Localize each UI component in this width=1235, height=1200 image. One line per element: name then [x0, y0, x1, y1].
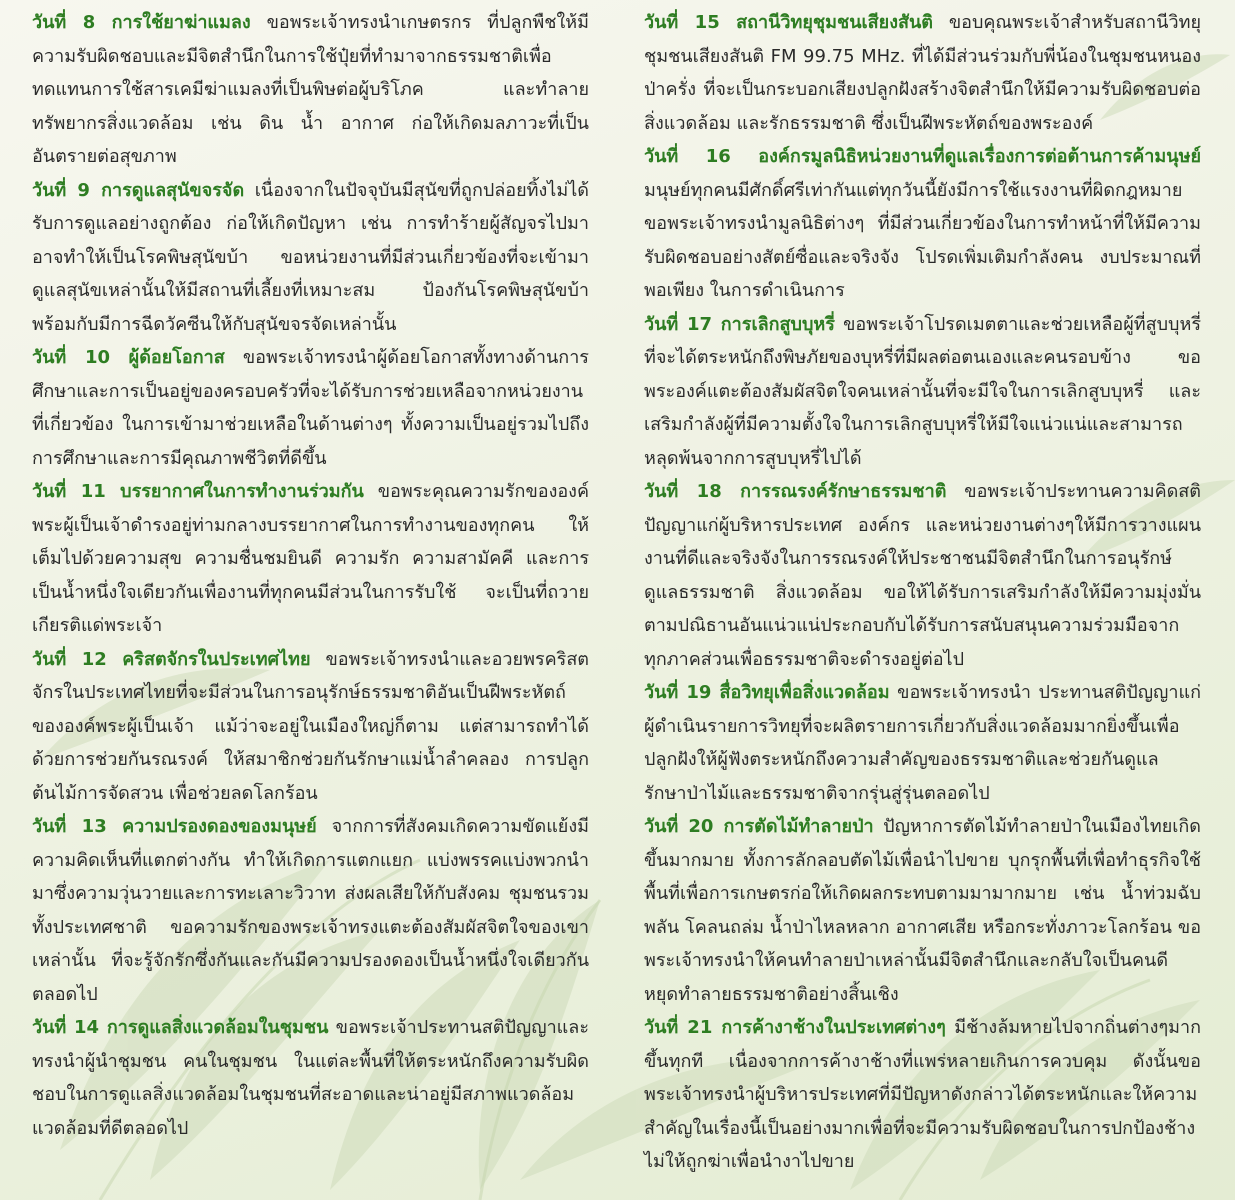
entry-heading: วันที่ 13 ความปรองดองของมนุษย์ — [32, 816, 317, 837]
prayer-entry-day-10 — [32, 341, 589, 475]
entry-text: ขอบคุณพระเจ้าสำหรับสถานีวิทยุชุมชนเสียงสันติ FM 99.75 MHz. ที่ได้มีส่วนร่วมกับพี่น้องในชุมชนหนองป่าครั่ง ที่จะเป็นกระบอกเสียงปลูกฝังสร้างจิตสำนึกให้มีความรับผิดชอบต่อสิ่งแวดล้อม และรักธรรมชาติ ซึ่งเป็นฝีพระหัตถ์ของพระองค์ — [644, 12, 1201, 134]
entry-heading: วันที่ 10 ผู้ด้อยโอกาส — [32, 347, 225, 368]
entry-text: ขอพระเจ้าประทานความคิดสติปัญญาแก่ผู้บริหารประเทศ องค์กร และหน่วยงานต่างๆให้มีการวางแผนงานที่ดีและจริงจังในการรณรงค์ให้ประชาชนมีจิตสำนึกในการอนุรักษ์ดูแลธรรมชาติ สิ่งแวดล้อม ขอให้ได้รับการเสริมกำลังให้มีความมุ่งมั่นตามปณิธานอันแน่วแน่ประกอบกับได้รับการสนับสนุนความร่วมมือจากทุกภาคส่วนเพื่อธรรมชาติจะดำรงอยู่ต่อไป — [644, 481, 1201, 670]
prayer-entry-day-21 — [644, 1011, 1201, 1179]
entry-text: ขอพระเจ้าทรงนำผู้ด้อยโอกาสทั้งทางด้านการศึกษาและการเป็นอยู่ของครอบครัวที่จะได้รับการช่วยเหลือจากหน่วยงานที่เกี่ยวข้อง ในการเข้ามาช่วยเหลือในด้านต่างๆ ทั้งความเป็นอยู่รวมไปถึงการศึกษาและการมีคุณภาพชีวิตที่ดีขึ้น — [32, 347, 589, 469]
prayer-entry-day-17 — [644, 308, 1201, 476]
right-column — [644, 6, 1201, 1179]
prayer-entry-day-8 — [32, 6, 589, 174]
entry-text: จากการที่สังคมเกิดความขัดแย้งมีความคิดเห็นที่แตกต่างกัน ทำให้เกิดการแตกแยก แบ่งพรรคแบ่งพวกนำมาซึ่งความวุ่นวายและการทะเลาะวิวาท ส่งผลเสียให้กับสังคม ชุมชนรวมทั้งประเทศชาติ ขอความรักของพระเจ้าทรงแตะต้องสัมผัสจิตใจของเขาเหล่านั้น ที่จะรู้จักรักซึ่งกันและกันมีความปรองดองเป็นน้ำหนึ่งใจเดียวกันตลอดไป — [32, 816, 589, 1005]
entry-text: มีช้างล้มหายไปจากถิ่นต่างๆมากขึ้นทุกที เนื่องจากการค้างาช้างที่แพร่หลายเกินการควบคุม ดังนั้นขอพระเจ้าทรงนำผู้บริหารประเทศที่มีปัญหาดังกล่าวได้ตระหนักและให้ความสำคัญในเรื่องนี้เป็นอย่างมากเพื่อที่จะมีความรับผิดชอบในการปกป้องช้าง ไม่ให้ถูกฆ่าเพื่อนำงาไปขาย — [644, 1017, 1201, 1172]
prayer-entry-day-14 — [32, 1011, 589, 1145]
entry-heading: วันที่ 18 การรณรงค์รักษาธรรมชาติ — [644, 481, 947, 502]
prayer-entry-day-9 — [32, 174, 589, 342]
entry-heading: วันที่ 21 การค้างาช้างในประเทศต่างๆ — [644, 1017, 946, 1038]
prayer-entry-day-15 — [644, 6, 1201, 140]
entry-heading: วันที่ 12 คริสตจักรในประเทศไทย — [32, 648, 311, 670]
entry-heading: วันที่ 19 สื่อวิทยุเพื่อสิ่งแวดล้อม — [644, 682, 890, 703]
prayer-entry-day-18 — [644, 475, 1201, 676]
entry-text: ปัญหาการตัดไม้ทำลายป่าในเมืองไทยเกิดขึ้นมากมาย ทั้งการลักลอบตัดไม้เพื่อนำไปขาย บุกรุกพื้นที่เพื่อทำธุรกิจใช้พื้นที่เพื่อการเกษตรก่อให้เกิดผลกระทบตามมามากมาย เช่น น้ำท่วมฉับพลัน โคลนถล่ม น้ำป่าไหลหลาก อากาศเสีย หรือกระทั่งภาวะโลกร้อน ขอพระเจ้าทรงนำให้คนทำลายป่าเหล่านั้นมีจิตสำนึกและกลับใจเป็นคนดีหยุดทำลายธรรมชาติอย่างสิ้นเชิง — [644, 816, 1201, 1005]
entry-text: ขอพระเจ้าทรงนำเกษตรกร ที่ปลูกพืชให้มีความรับผิดชอบและมีจิตสำนึกในการใช้ปุ๋ยที่ทำมาจากธรรมชาติเพื่อทดแทนการใช้สารเคมีฆ่าแมลงที่เป็นพิษต่อผู้บริโภค และทำลายทรัพยากรสิ่งแวดล้อม เช่น ดิน น้ำ อากาศ ก่อให้เกิดมลภาวะที่เป็นอันตรายต่อสุขภาพ — [32, 12, 589, 167]
entry-heading: วันที่ 9 การดูแลสุนัขจรจัด — [32, 179, 245, 201]
entry-text: ขอพระเจ้าทรงนำ ประทานสติปัญญาแก่ผู้ดำเนินรายการวิทยุที่จะผลิตรายการเกี่ยวกับสิ่งแวดล้อมมากยิ่งขึ้นเพื่อปลูกฝังให้ผู้ฟังตระหนักถึงความสำคัญของธรรมชาติและช่วยกันดูแลรักษาป่าไม้และธรรมชาติจากรุ่นสู่รุ่นตลอดไป — [644, 682, 1201, 804]
entry-text: ขอพระเจ้าโปรดเมตตาและช่วยเหลือผู้ที่สูบบุหรี่ที่จะได้ตระหนักถึงพิษภัยของบุหรี่ที่มีผลต่อตนเองและคนรอบข้าง ขอพระองค์แตะต้องสัมผัสจิตใจคนเหล่านั้นที่จะมีใจในการเลิกสูบบุหรี่ และเสริมกำลังผู้ที่มีความตั้งใจในการเลิกสูบบุหรี่ให้มีใจแน่วแน่และสามารถหลุดพ้นจากการสูบบุหรี่ไปได้ — [644, 313, 1201, 469]
entry-text: ขอพระคุณความรักขององค์พระผู้เป็นเจ้าดำรงอยู่ท่ามกลางบรรยากาศในการทำงานของทุกคน ให้เต็มไปด้วยความสุข ความชื่นชมยินดี ความรัก ความสามัคคี และการเป็นน้ำหนึ่งใจเดียวกันเพื่องานที่ทุกคนมีส่วนในการรับใช้ จะเป็นที่ถวายเกียรติแด่พระเจ้า — [32, 481, 589, 636]
prayer-entry-day-16 — [644, 140, 1201, 308]
entry-heading: วันที่ 15 สถานีวิทยุชุมชนเสียงสันติ — [644, 12, 933, 33]
entry-heading: วันที่ 14 การดูแลสิ่งแวดล้อมในชุมชน — [32, 1017, 329, 1038]
entry-heading: วันที่ 17 การเลิกสูบบุหรี่ — [644, 313, 835, 335]
entry-heading: วันที่ 16 องค์กรมูลนิธิหน่วยงานที่ดูแลเรื่องการต่อต้านการค้ามนุษย์ — [644, 146, 1201, 167]
prayer-entry-day-13 — [32, 810, 589, 1011]
entry-text: เนื่องจากในปัจจุบันมีสุนัขที่ถูกปล่อยทิ้งไม่ได้รับการดูแลอย่างถูกต้อง ก่อให้เกิดปัญหา เช่น การทำร้ายผู้สัญจรไปมา อาจทำให้เป็นโรคพิษสุนัขบ้า ขอหน่วยงานที่มีส่วนเกี่ยวข้องที่จะเข้ามาดูแลสุนัขเหล่านั้นให้มีสถานที่เลี้ยงที่เหมาะสม ป้องกันโรคพิษสุนัขบ้าพร้อมกับมีการฉีดวัคซีนให้กับสุนัขจรจัดเหล่านั้น — [32, 179, 589, 335]
entry-text: ขอพระเจ้าทรงนำและอวยพรคริสตจักรในประเทศไทยที่จะมีส่วนในการอนุรักษ์ธรรมชาติอันเป็นฝีพระหัตถ์ขององค์พระผู้เป็นเจ้า แม้ว่าจะอยู่ในเมืองใหญ่ก็ตาม แต่สามารถทำได้ด้วยการช่วยกันรณรงค์ ให้สมาชิกช่วยกันรักษาแม่น้ำลำคลอง การปลูกต้นไม้การจัดสวน เพื่อช่วยลดโลกร้อน — [32, 648, 589, 804]
entry-heading: วันที่ 20 การตัดไม้ทำลายป่า — [644, 816, 874, 837]
prayer-entry-day-11 — [32, 475, 589, 643]
entry-heading: วันที่ 11 บรรยากาศในการทำงานร่วมกัน — [32, 481, 364, 502]
entry-heading: วันที่ 8 การใช้ยาฆ่าแมลง — [32, 12, 251, 33]
entry-text: มนุษย์ทุกคนมีศักดิ์ศรีเท่ากันแต่ทุกวันนี้ยังมีการใช้แรงงานที่ผิดกฎหมาย ขอพระเจ้าทรงนำมูลนิธิต่างๆ ที่มีส่วนเกี่ยวข้องในการทำหน้าที่ให้มีความรับผิดชอบอย่างสัตย์ซื่อและจริงจัง โปรดเพิ่มเติมกำลังคน งบประมาณที่พอเพียง ในการดำเนินการ — [644, 179, 1201, 301]
entry-text: ขอพระเจ้าประทานสติปัญญาและทรงนำผู้นำชุมชน คนในชุมชน ในแต่ละพื้นที่ให้ตระหนักถึงความรับผิดชอบในการดูแลสิ่งแวดล้อมในชุมชนที่สะอาดและน่าอยู่มีสภาพแวดล้อมแวดล้อมที่ดีตลอดไป — [32, 1017, 589, 1139]
prayer-entry-day-20 — [644, 810, 1201, 1011]
prayer-entry-day-19 — [644, 676, 1201, 810]
prayer-entry-day-12 — [32, 643, 589, 811]
left-column — [32, 6, 589, 1145]
